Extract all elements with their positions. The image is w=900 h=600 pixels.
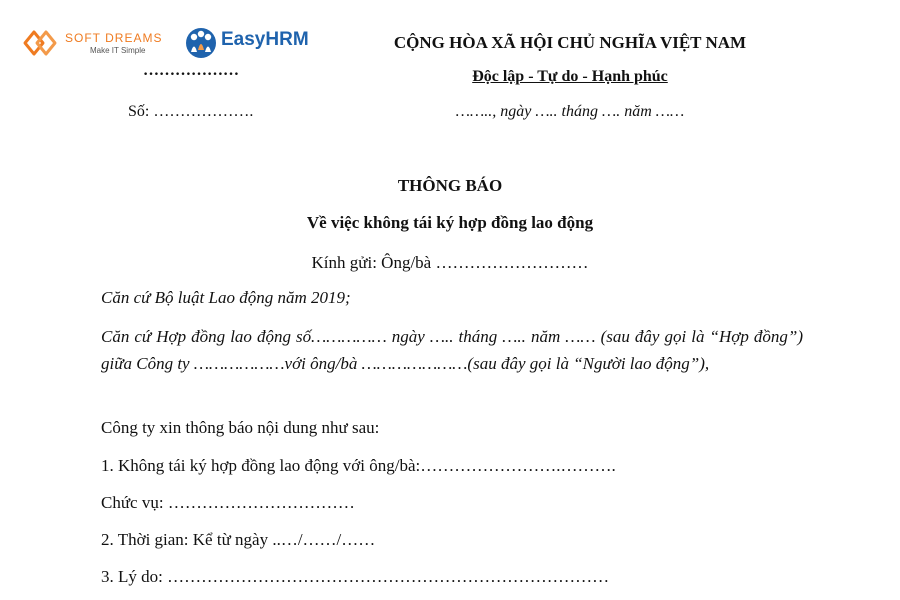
softdreams-tagline: Make IT Simple (90, 46, 146, 55)
easyhrm-name: EasyHRM (221, 29, 309, 50)
document-subtitle: Về việc không tái ký hợp đồng lao động (306, 213, 594, 232)
item-2-effective-date: 2. Thời gian: Kể từ ngày ..…/……/…… (101, 530, 376, 549)
national-motto: Độc lập - Tự do - Hạnh phúc (472, 68, 668, 85)
softdreams-logo-mark (22, 26, 60, 60)
legal-basis-contract: Căn cứ Hợp đồng lao động số…………… ngày ….. tháng ….. năm …… (sau đây gọi là “Hợp đồng”) giữa Công ty ………………với ông/bà …………………(sau đây gọi là “Người lao động”), (101, 327, 803, 373)
place-date-line: …….., ngày ….. tháng …. năm …… (455, 103, 685, 120)
recipient-line: Kính gửi: Ông/bà ……………………… (311, 253, 589, 272)
intro-paragraph: Công ty xin thông báo nội dung như sau: (101, 418, 380, 437)
position-line: Chức vụ: …………………………… (101, 493, 355, 512)
easyhrm-logo (183, 26, 323, 60)
organization-name-placeholder: ……………… (143, 62, 239, 79)
document-number: Số: ………………. (128, 103, 254, 120)
easyhrm-people-icon (183, 26, 219, 60)
item-3-reason: 3. Lý do: …………………………………………………………………… (101, 567, 610, 586)
item-1-no-renewal: 1. Không tái ký hợp đồng lao động với ông/bà:…………………….………. (101, 456, 616, 475)
document-title: THÔNG BÁO (397, 176, 503, 195)
national-title: CỘNG HÒA XÃ HỘI CHỦ NGHĨA VIỆT NAM (393, 33, 747, 52)
softdreams-logo (22, 26, 172, 60)
softdreams-brand: SOFT DREAMS (65, 31, 163, 45)
legal-basis-law: Căn cứ Bộ luật Lao động năm 2019; (101, 288, 351, 307)
